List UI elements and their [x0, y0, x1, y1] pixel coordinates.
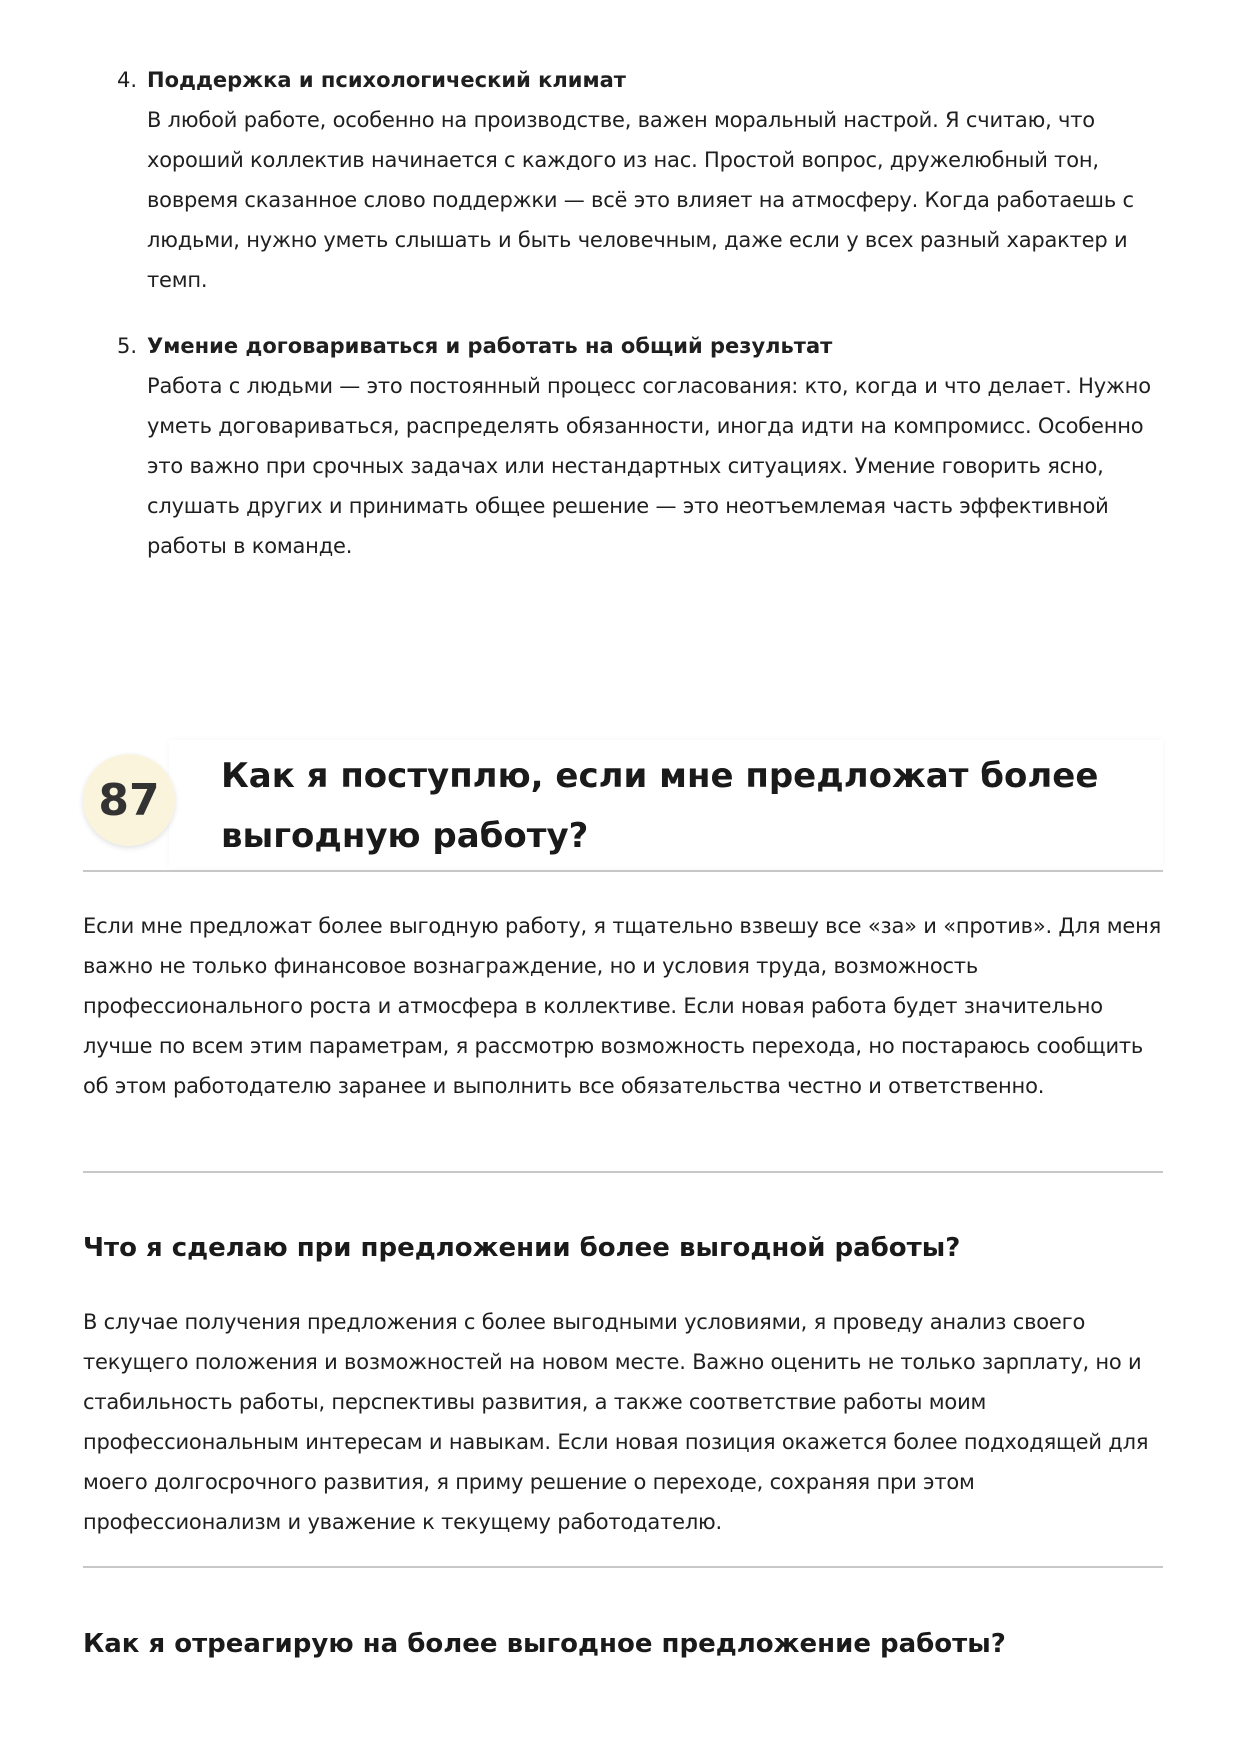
- section-title: Как я поступлю, если мне предложат более выгодную работу?: [221, 756, 1099, 856]
- list-item-number: 4.: [117, 68, 138, 92]
- subsection-heading: Как я отреагирую на более выгодное предложение работы?: [83, 1629, 1006, 1659]
- divider: [83, 1566, 1163, 1568]
- list-item-title: Умение договариваться и работать на общий результат: [147, 334, 833, 358]
- list-item-title: Поддержка и психологический климат: [147, 68, 626, 92]
- list-item-text: В любой работе, особенно на производстве, важен моральный настрой. Я считаю, что хороший коллектив начинается с каждого из нас. Простой вопрос, дружелюбный тон, вовремя сказанное слово поддержки — всё это влияет на атмосферу. Когда работаешь с людьми, нужно уметь слышать и быть человечным, даже если у всех разный характер и темп.: [147, 108, 1134, 292]
- list-item: [83, 326, 1163, 566]
- list-item-text: Работа с людьми — это постоянный процесс согласования: кто, когда и что делает. Нужно уметь договариваться, распределять обязанности, иногда идти на компромисс. Особенно это важно при срочных задачах или нестандартных ситуациях. Умение говорить ясно, слушать других и принимать общее решение — это неотъемлемая часть эффективной работы в команде.: [147, 374, 1151, 558]
- list-item-number: 5.: [117, 334, 138, 358]
- divider: [83, 1171, 1163, 1173]
- list-item: [83, 60, 1163, 300]
- subsection-heading: Что я сделаю при предложении более выгодной работы?: [83, 1233, 961, 1263]
- section-number-badge: 87: [83, 754, 175, 846]
- numbered-list: [83, 60, 1163, 592]
- section-header: [83, 740, 1163, 872]
- subsection-paragraph: В случае получения предложения с более выгодными условиями, я проведу анализ своего текущего положения и возможностей на новом месте. Важно оценить не только зарплату, но и стабильность работы, перспективы развития, а также соответствие работы моим профессиональным интересам и навыкам. Если новая позиция окажется более подходящей для моего долгосрочного развития, я приму решение о переходе, сохраняя при этом профессионализм и уважение к текущему работодателю.: [83, 1310, 1149, 1534]
- section-intro-paragraph: Если мне предложат более выгодную работу, я тщательно взвешу все «за» и «против». Для меня важно не только финансовое вознаграждение, но и условия труда, возможность профессионального роста и атмосфера в коллективе. Если новая работа будет значительно лучше по всем этим параметрам, я рассмотрю возможность перехода, но постараюсь сообщить об этом работодателю заранее и выполнить все обязательства честно и ответственно.: [83, 914, 1162, 1098]
